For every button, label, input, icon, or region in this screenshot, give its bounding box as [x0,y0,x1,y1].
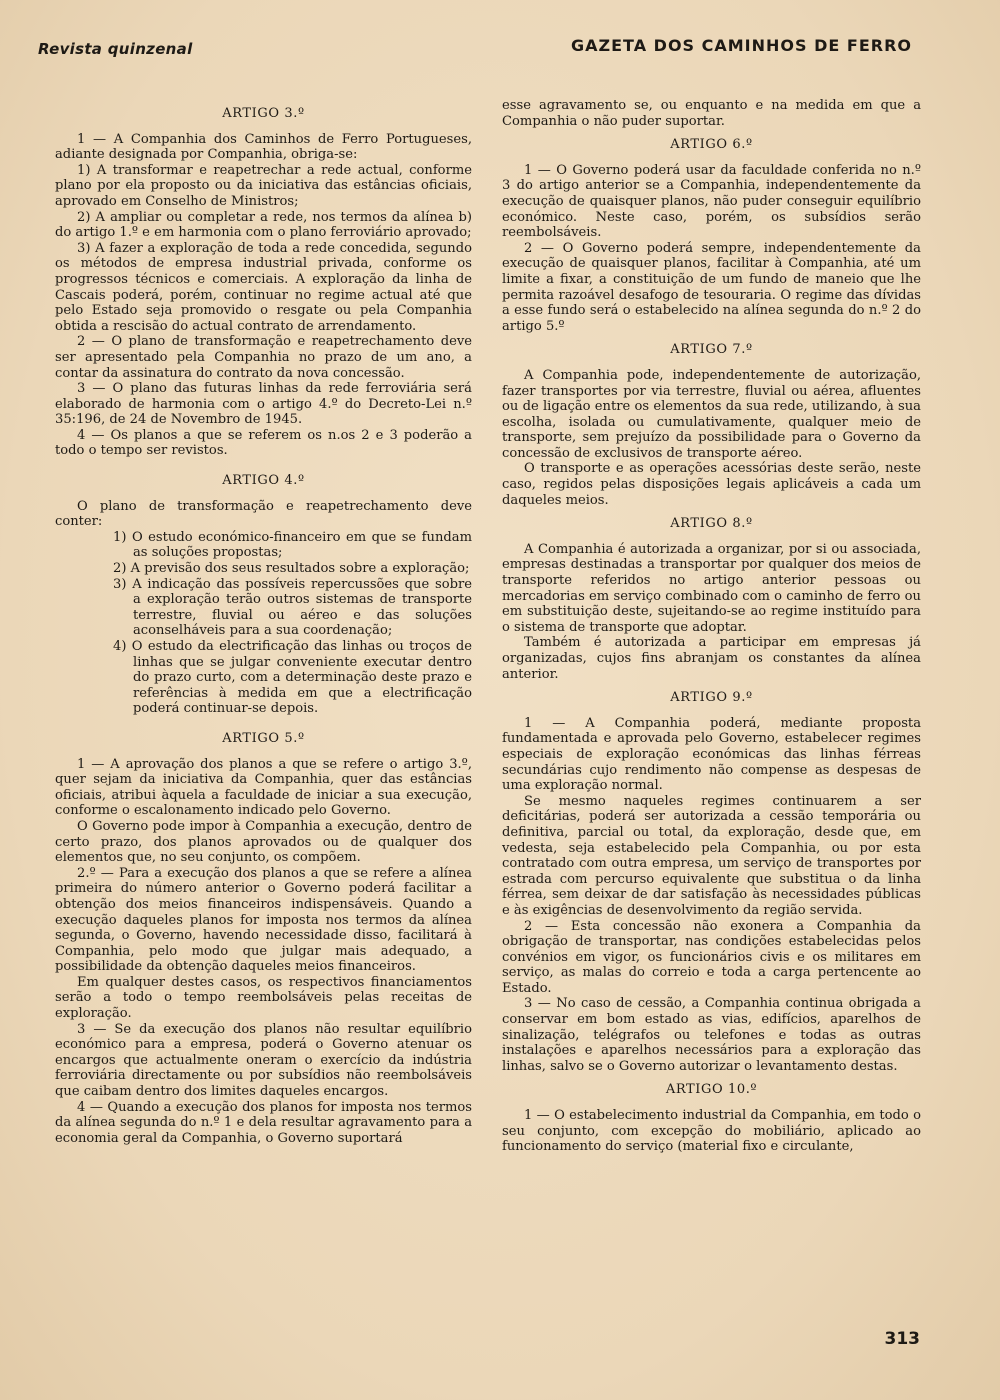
list-item: 4) O estudo da electrificação das linhas ou troços de linhas que se julgar conveniente executar dentro do prazo curto, com a determinação deste prazo e referências à medida em que a electrificação poderá continuar-se depois. [113,639,472,717]
article-3-item-2: 2) A ampliar ou completar a rede, nos termos da alínea b) do artigo 1.º e em harmonia com o plano ferroviário aprovado; [55,209,472,241]
article-10-para-1: 1 — O estabelecimento industrial da Companhia, em todo o seu conjunto, com excepção do mobiliário, aplicado ao funcionamento do serviço (material fixo e circulante, [502,1108,921,1155]
article-5-para-2: O Governo pode impor à Companhia a execução, dentro de certo prazo, dos planos aprovados ou de qualquer dos elementos que, no seu conjunto, os compõem. [55,818,472,866]
article-3-item-3: 3) A fazer a exploração de toda a rede concedida, segundo os métodos de empresa industrial privada, conforme os progressos técnicos e comerciais. A exploração da linha de Cascais poderá, porém, continuar no regime actual até que pelo Estado seja promovido o resgate ou pela Companhia obtida a rescisão do actual contrato de arrendamento. [55,240,472,334]
article-8-para-2: Também é autorizada a participar em empresas já organizadas, cujos fins abranjam os constantes da alínea anterior. [502,635,921,682]
running-head-right: GAZETA DOS CAMINHOS DE FERRO [570,36,912,55]
list-item: 3) A indicação das possíveis repercussões que sobre a exploração terão outros sistemas de transporte terrestre, fluvial ou aéreo e das soluções aconselháveis para a sua coordenação; [113,576,472,639]
article-5-para-6: 4 — Quando a execução dos planos for imposta nos termos da alínea segunda do n.º 1 e dela resultar agravamento para a economia geral da Companhia, o Governo suportará [55,1099,472,1146]
article-10-title: ARTIGO 10.º [665,1082,758,1098]
article-3-para-2: 2 — O plano de transformação e reapetrechamento deve ser apresentado pela Companhia no prazo de um ano, a contar da assinatura do contrato da nova concessão. [55,334,472,381]
article-6-para-1: 1 — O Governo poderá usar da faculdade conferida no n.º 3 do artigo anterior se a Companhia, independentemente da execução de quaisquer planos, não puder conseguir equilíbrio económico. Neste caso, porém, os subsídios serão reembolsáveis. [502,162,921,241]
article-8-para-1: A Companhia é autorizada a organizar, por si ou associada, empresas destinadas a transportar por qualquer dos meios de transporte referidos no artigo anterior pessoas ou mercadorias em serviço combinado com o caminho de ferro ou em substituição deste, sujeitando-se ao regime instituído para o sistema de transporte que adoptar. [502,541,921,635]
article-7-para-1: A Companhia pode, independentemente de autorização, fazer transportes por via terrestre, fluvial ou aérea, afluentes ou de ligação entre os elementos da sua rede, utilizando, à sua escolha, isolada ou cumulativamente, qualquer meio de transporte, sem prejuízo da possibilidade para o Governo da concessão de exclusivos de transporte aéreo. [502,367,921,461]
left-column [55,98,472,1146]
article-6-title: ARTIGO 6.º [670,137,753,153]
article-3-para-1: 1 — A Companhia dos Caminhos de Ferro Portugueses, adiante designada por Companhia, obriga-se: [55,131,472,163]
article-6-para-2: 2 — O Governo poderá sempre, independentemente da execução de quaisquer planos, facilitar à Companhia, até um limite a fixar, a constituição de um fundo de maneio que lhe permita razoável desafogo de tesouraria. O regime das dívidas a esse fundo será o estabelecido na alínea segunda do n.º 2 do artigo 5.º [502,240,921,334]
article-9-para-1: 1 — A Companhia poderá, mediante proposta fundamentada e aprovada pelo Governo, estabelecer regimes especiais de exploração económicas das linhas férreas secundárias cujo rendimento não compense as despesas de uma exploração normal. [502,715,921,794]
article-5-title: ARTIGO 5.º [222,730,305,746]
article-5-para-5: 3 — Se da execução dos planos não resultar equilíbrio económico para a empresa, poderá o Governo atenuar os encargos que actualmente oneram o exercício da indústria ferroviária directamente ou por subsídios não reembolsáveis que caibam dentro dos limites daqueles encargos. [55,1021,472,1100]
article-9-title: ARTIGO 9.º [670,690,753,706]
article-4-list [55,530,472,717]
article-9-para-2: Se mesmo naqueles regimes continuarem a ser deficitárias, poderá ser autorizada a cessão temporária ou definitiva, parcial ou total, da exploração, desde que, em vedesta, seja estabelecido pela Companhia, ou por esta contratado com outra empresa, um serviço de transportes por estrada com percurso equivalente que substitua o da linha férrea, sem deixar de dar satisfação às necessidades públicas e às exigências de desenvolvimento da região servida. [502,793,921,918]
article-3-title: ARTIGO 3.º [222,106,305,121]
article-4-intro: O plano de transformação e reapetrechamento deve conter: [55,498,472,530]
article-5-para-4: Em qualquer destes casos, os respectivos financiamentos serão a todo o tempo reembolsáveis pelas receitas de exploração. [55,974,472,1022]
article-4-title: ARTIGO 4.º [222,473,305,489]
article-8-title: ARTIGO 8.º [670,516,753,532]
continuation-text: esse agravamento se, ou enquanto e na medida em que a Companhia o não puder suportar. [502,98,921,129]
article-3-para-3: 3 — O plano das futuras linhas da rede ferroviária será elaborado de harmonia com o artigo 4.º do Decreto-Lei n.º 35:196, de 24 de Novembro de 1945. [55,381,472,428]
article-7-title: ARTIGO 7.º [670,342,753,358]
article-3-item-1: 1) A transformar e reapetrechar a rede actual, conforme plano por ela proposto ou da iniciativa das estâncias oficiais, aprovado em Conselho de Ministros; [55,162,472,209]
page-number: 313 [884,1329,920,1349]
article-5-para-1: 1 — A aprovação dos planos a que se refere o artigo 3.º, quer sejam da iniciativa da Companhia, quer das estâncias oficiais, atribui àquela a faculdade de iniciar a sua execução, conforme o escalonamento indicado pelo Governo. [55,756,472,819]
list-item: 1) O estudo económico-financeiro em que se fundam as soluções propostas; [113,529,472,561]
article-5-para-3: 2.º — Para a execução dos planos a que se refere a alínea primeira do número anterior o Governo poderá facilitar a obtenção dos meios financeiros indispensáveis. Quando a execução daqueles planos for imposta nos termos da alínea segunda, o Governo, havendo necessidade disso, facilitará à Companhia, pelo modo que julgar mais adequado, a possibilidade da obtenção daqueles meios financeiros. [55,865,472,975]
article-7-para-2: O transporte e as operações acessórias deste serão, neste caso, regidos pelas disposições legais aplicáveis a cada um daqueles meios. [502,461,921,508]
article-9-para-3: 2 — Esta concessão não exonera a Companhia da obrigação de transportar, nas condições estabelecidas pelos convénios em vigor, os funcionários civis e os militares em serviço, as malas do correio e toda a carga pertencente ao Estado. [502,918,921,996]
running-head-left: Revista quinzenal [38,40,193,58]
article-3-para-4: 4 — Os planos a que se referem os n.os 2 e 3 poderão a todo o tempo ser revistos. [55,427,472,459]
list-item: 2) A previsão dos seus resultados sobre a exploração; [113,561,470,577]
article-9-para-4: 3 — No caso de cessão, a Companhia continua obrigada a conservar em bom estado as vias, edifícios, aparelhos de sinalização, telégrafos ou telefones e todas as outras instalações e aparelhos necessários para a exploração das linhas, salvo se o Governo autorizar o levantamento destas. [502,996,921,1074]
right-column [502,98,921,1155]
